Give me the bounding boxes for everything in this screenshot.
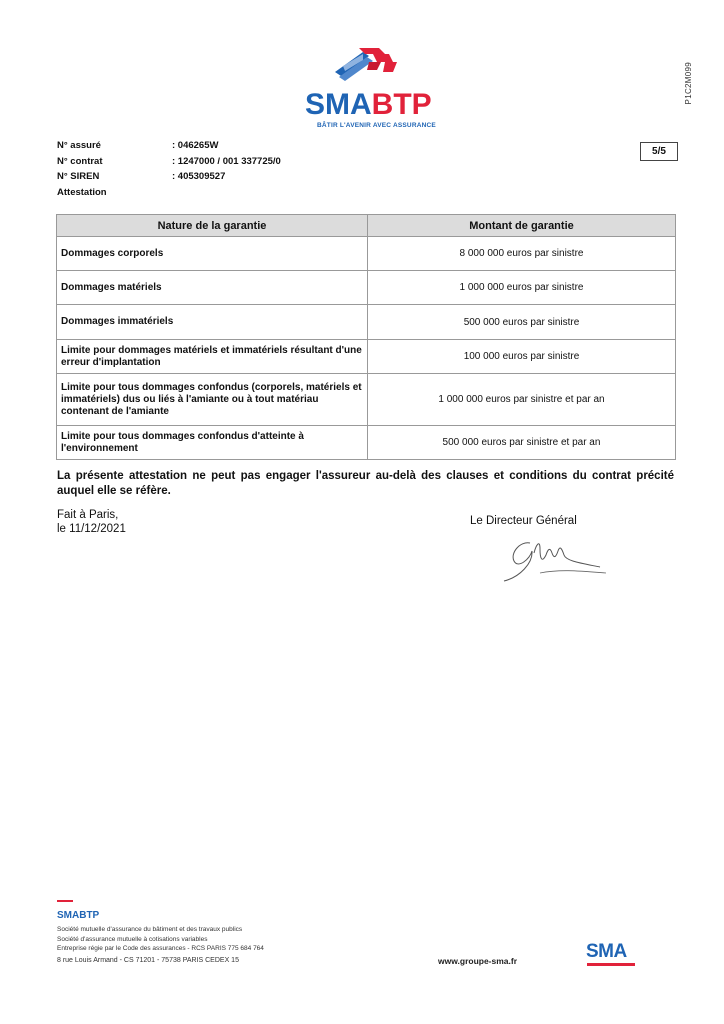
logo-wordmark: SMABTP bbox=[305, 88, 432, 121]
sma-logo: SMA bbox=[586, 941, 638, 967]
place-and-date bbox=[57, 508, 126, 536]
table-row bbox=[57, 305, 676, 340]
reference-row: N° assuré : 046265W bbox=[57, 140, 219, 151]
smabtp-emblem-icon bbox=[333, 44, 403, 84]
table-row bbox=[57, 340, 676, 374]
column-header-nature: Nature de la garantie bbox=[57, 215, 368, 237]
page-indicator: 5/5 bbox=[640, 142, 678, 161]
guarantee-amount: 500 000 euros par sinistre et par an bbox=[368, 426, 676, 460]
guarantee-table bbox=[56, 214, 676, 460]
reference-row: N° contrat : 1247000 / 001 337725/0 bbox=[57, 155, 281, 167]
guarantee-nature: Limite pour dommages matériels et immatériels résultant d'une erreur d'implantation bbox=[57, 340, 368, 374]
guarantee-amount: 1 000 000 euros par sinistre et par an bbox=[368, 374, 676, 426]
smabtp-logo bbox=[303, 44, 436, 134]
guarantee-nature: Limite pour tous dommages confondus (corporels, matériels et immatériels) dus ou liés à l'amiante ou à tout matériau contenant de l'amiante bbox=[57, 374, 368, 426]
footer-legal-line: Société d'assurance mutuelle à cotisations variables bbox=[57, 935, 208, 943]
guarantee-nature: Dommages corporels bbox=[57, 237, 368, 271]
footer-address: 8 rue Louis Armand - CS 71201 - 75738 PARIS CEDEX 15 bbox=[57, 957, 239, 964]
date: le 11/12/2021 bbox=[57, 523, 126, 535]
footer-legal bbox=[57, 925, 264, 954]
table-header-row bbox=[57, 215, 676, 237]
guarantee-nature: Dommages immatériels bbox=[57, 305, 368, 340]
footer-accent-rule bbox=[57, 900, 73, 902]
reference-row: Attestation bbox=[57, 186, 107, 198]
guarantee-amount: 500 000 euros par sinistre bbox=[368, 305, 676, 340]
table-row bbox=[57, 426, 676, 460]
column-header-montant: Montant de garantie bbox=[368, 215, 676, 237]
reference-block bbox=[57, 140, 357, 202]
handwritten-signature bbox=[500, 533, 610, 585]
footer-brand: SMABTP bbox=[57, 910, 100, 921]
footer-legal-line: Entreprise régie par le Code des assurances - RCS PARIS 775 684 764 bbox=[57, 945, 264, 952]
reference-row: N° SIREN : 405309527 bbox=[57, 171, 226, 182]
footer-legal-line: Société mutuelle d'assurance du bâtiment et des travaux publics bbox=[57, 926, 243, 933]
table-row bbox=[57, 374, 676, 426]
document-code: P1C2M099 bbox=[684, 62, 693, 105]
footer-website-link[interactable]: www.groupe-sma.fr bbox=[438, 956, 518, 966]
signer-title: Le Directeur Général bbox=[470, 515, 577, 527]
guarantee-amount: 8 000 000 euros par sinistre bbox=[368, 237, 676, 271]
attestation-notice: La présente attestation ne peut pas engager l'assureur au-delà des clauses et conditions du contrat précité auquel elle se réfère. bbox=[57, 470, 674, 497]
table-row bbox=[57, 237, 676, 271]
guarantee-nature: Dommages matériels bbox=[57, 271, 368, 305]
place: Fait à Paris, bbox=[57, 509, 119, 521]
logo-tagline: BÂTIR L'AVENIR AVEC ASSURANCE bbox=[317, 122, 436, 129]
guarantee-amount: 100 000 euros par sinistre bbox=[368, 340, 676, 374]
guarantee-amount: 1 000 000 euros par sinistre bbox=[368, 271, 676, 305]
table-row bbox=[57, 271, 676, 305]
guarantee-nature: Limite pour tous dommages confondus d'atteinte à l'environnement bbox=[57, 426, 368, 460]
